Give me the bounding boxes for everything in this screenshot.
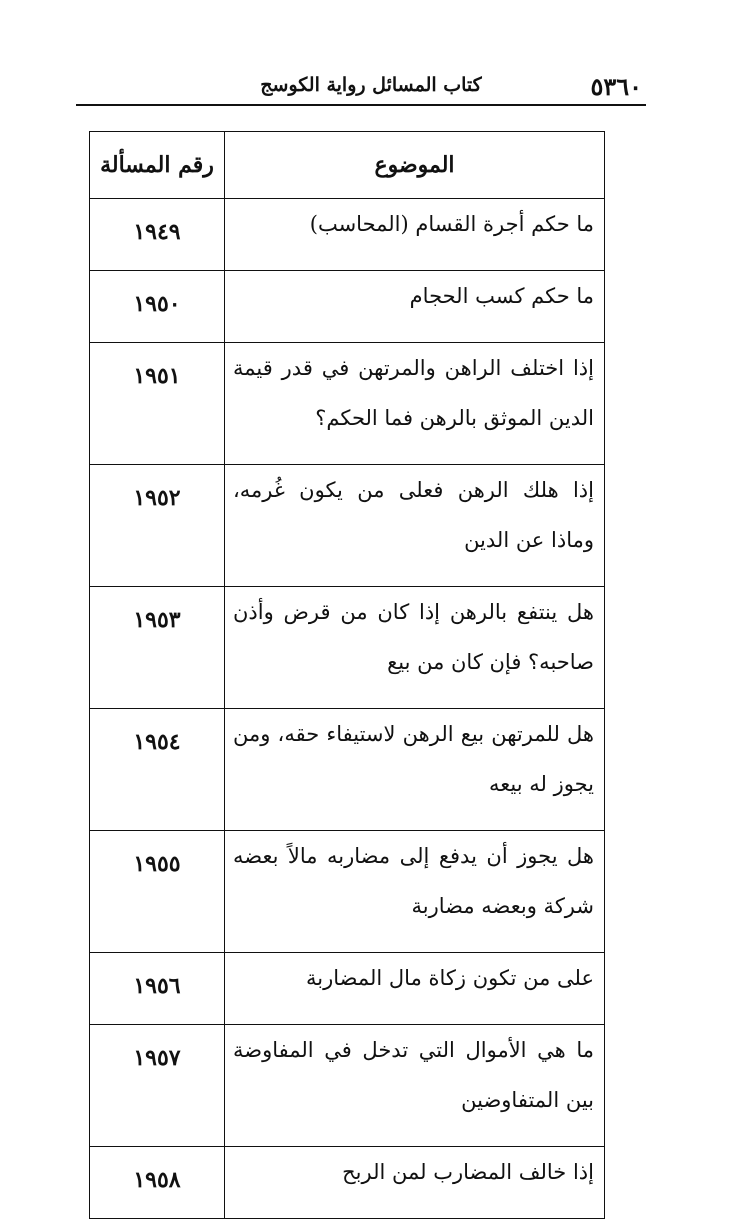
column-header-number: رقم المسألة [90,132,225,199]
issue-number-cell: ١٩٥٦ [90,953,225,1025]
table-row [90,831,605,953]
issue-number-cell: ١٩٥٤ [90,709,225,831]
issue-number-cell: ١٩٥٣ [90,587,225,709]
table-row [90,199,605,271]
column-header-topic: الموضوع [225,132,605,199]
topic-cell: إذا خالف المضارب لمن الربح [225,1147,605,1219]
topic-cell: إذا اختلف الراهن والمرتهن في قدر قيمة الدين الموثق بالرهن فما الحكم؟ [225,343,605,465]
page-header [76,70,646,106]
issue-number-cell: ١٩٥٢ [90,465,225,587]
table-row [90,343,605,465]
table-row [90,953,605,1025]
topic-cell: ما هي الأموال التي تدخل في المفاوضة بين المتفاوضين [225,1025,605,1147]
page-number: ٥٣٦٠ [590,72,642,101]
topic-cell: إذا هلك الرهن فعلى من يكون غُرمه، وماذا عن الدين [225,465,605,587]
issue-number-cell: ١٩٤٩ [90,199,225,271]
issue-number-cell: ١٩٥٥ [90,831,225,953]
topic-cell: ما حكم أجرة القسام (المحاسب) [225,199,605,271]
issue-number-cell: ١٩٥٨ [90,1147,225,1219]
issue-number-cell: ١٩٥٧ [90,1025,225,1147]
table-row [90,587,605,709]
issue-number-cell: ١٩٥١ [90,343,225,465]
topic-cell: هل يجوز أن يدفع إلى مضاربه مالاً بعضه شركة وبعضه مضاربة [225,831,605,953]
book-title: كتاب المسائل رواية الكوسج [260,74,482,96]
table-row [90,271,605,343]
topic-cell: هل ينتفع بالرهن إذا كان من قرض وأذن صاحبه؟ فإن كان من بيع [225,587,605,709]
table-row [90,1025,605,1147]
table-row [90,709,605,831]
issue-number-cell: ١٩٥٠ [90,271,225,343]
table-header-row [90,132,605,199]
table-row [90,1147,605,1219]
topic-cell: هل للمرتهن بيع الرهن لاستيفاء حقه، ومن يجوز له بيعه [225,709,605,831]
topic-cell: على من تكون زكاة مال المضاربة [225,953,605,1025]
index-table [89,131,605,1219]
topic-cell: ما حكم كسب الحجام [225,271,605,343]
table-row [90,465,605,587]
